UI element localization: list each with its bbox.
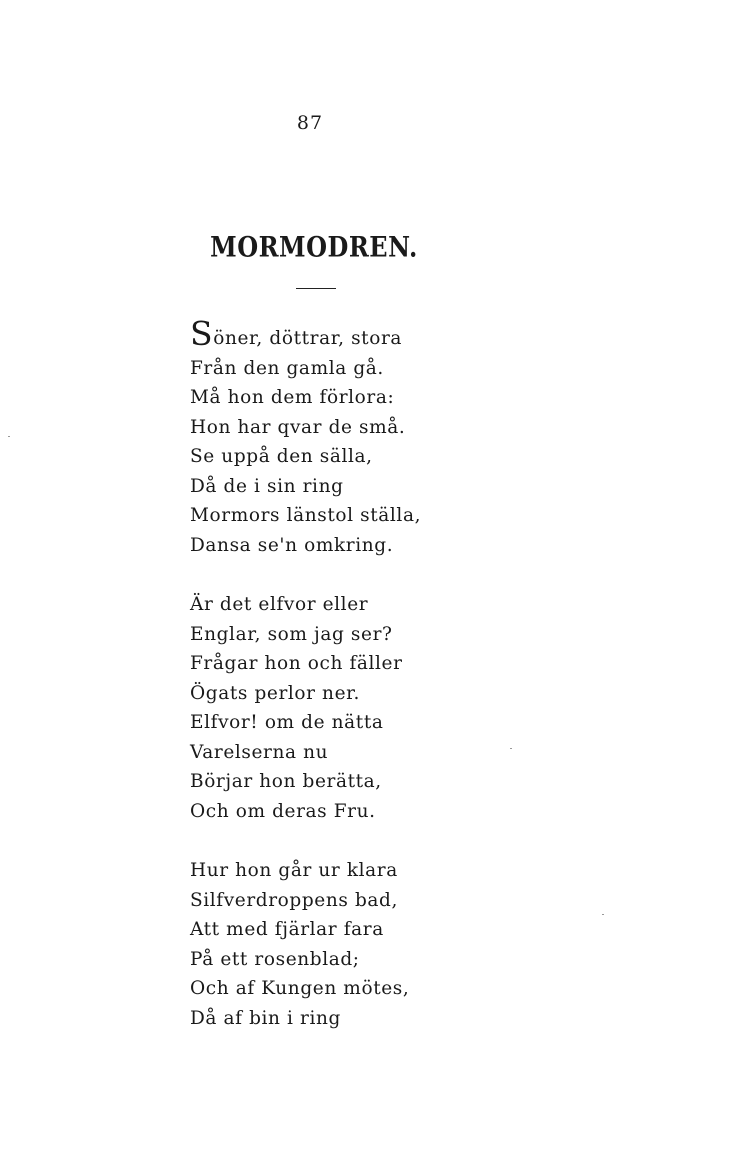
poem-line: Och om deras Fru. bbox=[190, 800, 376, 822]
poem-body bbox=[190, 314, 490, 1063]
poem-line: Och af Kungen mötes, bbox=[190, 978, 410, 999]
poem-line: Att med fjärlar fara bbox=[190, 919, 384, 940]
paper-speck bbox=[8, 436, 10, 437]
poem-line: Då af bin i ring bbox=[190, 1007, 341, 1029]
poem-line: På ett rosenblad; bbox=[190, 948, 360, 970]
paper-speck bbox=[510, 748, 512, 749]
drop-cap: S bbox=[190, 314, 214, 353]
poem-line: Silfverdroppens bad, bbox=[190, 889, 398, 911]
poem-line: Ögats perlor ner. bbox=[190, 682, 361, 704]
poem-title: MORMODREN. bbox=[210, 229, 418, 264]
first-line-text: öner, döttrar, stora bbox=[213, 328, 403, 349]
poem-line: Hur hon går ur klara bbox=[190, 860, 398, 881]
poem-line bbox=[190, 314, 490, 354]
poem-line: Är det elfvor eller bbox=[190, 594, 369, 615]
stanza-1 bbox=[190, 314, 490, 560]
stanza-2 bbox=[190, 590, 490, 826]
poem-line: Frågar hon och fäller bbox=[190, 653, 403, 674]
stanza-3 bbox=[190, 856, 490, 1033]
poem-line: Hon har qvar de små. bbox=[190, 416, 406, 438]
poem-line: Elfvor! om de nätta bbox=[190, 712, 384, 733]
poem-line: Från den gamla gå. bbox=[190, 357, 384, 379]
poem-line: Må hon dem förlora: bbox=[190, 387, 395, 408]
poem-line: Börjar hon berätta, bbox=[190, 771, 382, 792]
poem-line: Englar, som jag ser? bbox=[190, 623, 393, 645]
paper-speck bbox=[602, 914, 604, 915]
poem-line: Mormors länstol ställa, bbox=[190, 505, 422, 526]
title-divider bbox=[296, 288, 336, 289]
poem-line: Varelserna nu bbox=[190, 741, 329, 763]
poem-line: Dansa se'n omkring. bbox=[190, 534, 394, 556]
page-number: 87 bbox=[296, 112, 324, 134]
poem-line: Då de i sin ring bbox=[190, 475, 344, 497]
poem-line: Se uppå den sälla, bbox=[190, 446, 373, 467]
